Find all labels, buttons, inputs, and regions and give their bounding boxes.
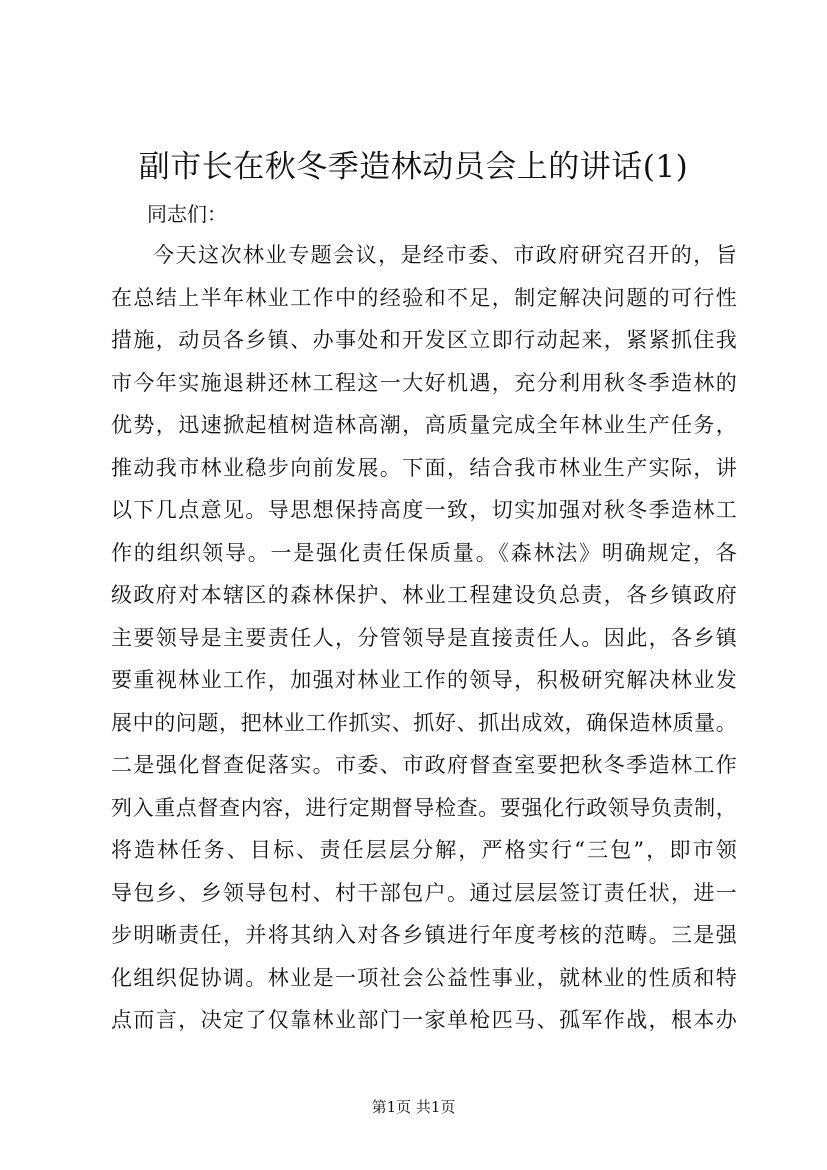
body-line: 今天这次林业专题会议，是经市委、市政府研究召开的，旨	[153, 243, 737, 267]
body-line: 展中的问题，把林业工作抓实、抓好、抓出成效，确保造林质量。	[111, 710, 737, 735]
body-line: 级政府对本辖区的森林保护、林业工程建设负总责，各乡镇政府	[111, 583, 737, 607]
body-line: 优势，迅速掀起植树造林高潮，高质量完成全年林业生产任务，	[111, 413, 737, 437]
body-line: 导包乡、乡领导包村、村干部包户。通过层层签订责任状，进一	[111, 880, 737, 905]
body-line: 二是强化督查促落实。市委、市政府督查室要把秋冬季造林工作	[111, 753, 737, 777]
body-line: 要重视林业工作，加强对林业工作的领导，积极研究解决林业发	[111, 668, 737, 692]
body-line: 化组织促协调。林业是一项社会公益性事业，就林业的性质和特	[111, 965, 737, 990]
body-line: 措施，动员各乡镇、办事处和开发区立即行动起来，紧紧抓住我	[111, 328, 737, 352]
salutation: 同志们：	[147, 202, 227, 226]
body-text	[111, 234, 737, 1042]
body-line: 步明晰责任，并将其纳入对各乡镇进行年度考核的范畴。三是强	[111, 923, 737, 947]
body-line: 将造林任务、目标、责任层层分解，严格实行“三包”，即市领	[111, 838, 737, 862]
document-title: 副市长在秋冬季造林动员会上的讲话(1)	[138, 149, 689, 185]
body-line: 推动我市林业稳步向前发展。下面，结合我市林业生产实际，讲	[111, 455, 737, 480]
body-line: 在总结上半年林业工作中的经验和不足，制定解决问题的可行性	[111, 285, 737, 310]
body-line: 主要领导是主要责任人，分管领导是直接责任人。因此，各乡镇	[111, 625, 737, 650]
body-line: 市今年实施退耕还林工程这一大好机遇，充分利用秋冬季造林的	[111, 370, 737, 395]
body-line: 点而言，决定了仅靠林业部门一家单枪匹马、孤军作战，根本办	[111, 1008, 737, 1032]
body-line: 以下几点意见。导思想保持高度一致，切实加强对秋冬季造林工	[111, 498, 737, 522]
body-line: 列入重点督查内容，进行定期督导检查。要强化行政领导负责制，	[111, 795, 737, 820]
page-footer: 第1页 共1页	[371, 1098, 456, 1116]
body-line: 作的组织领导。一是强化责任保质量。《森林法》明确规定，各	[111, 540, 737, 565]
